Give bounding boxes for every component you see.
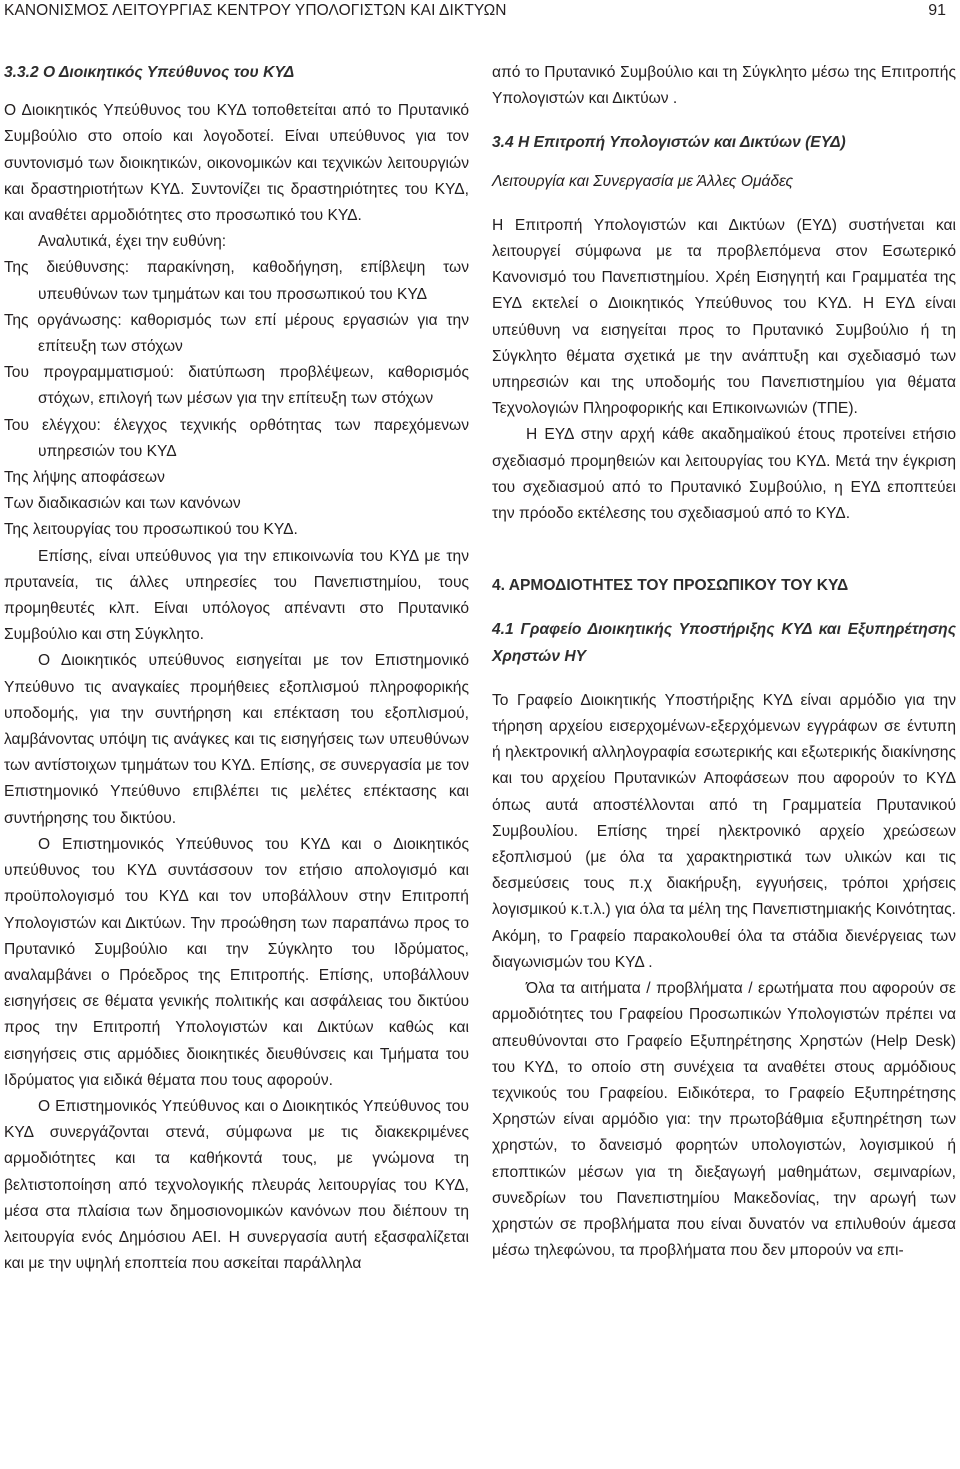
paragraph: Η Επιτροπή Υπολογιστών και Δικτύων (ΕΥΔ) συστήνεται και λειτουργεί σύμφωνα με τα προβλεπόμενα στον Εσωτερικό Κανονισμό του Πανεπιστημίου. Χρέη Εισηγητή και Γραμματέα της ΕΥΔ εκτελεί ο Διοικητικός Υπεύθυνος του ΚΥΔ. Η ΕΥΔ είναι υπεύθυνη να εισηγείται προς το Πρυτανικό Συμβούλιο ή τη Σύγκλητο θέματα σχετικά με την ανάπτυξη και σχεδιασμό των υπηρεσιών και της υποδομής του Πανεπιστημίου για θέματα Τεχνολογιών Πληροφορικής και Επικοινωνιών (ΤΠΕ). [492,216,956,418]
paragraph: Ο Επιστημονικός Υπεύθυνος του ΚΥΔ και ο Διοικητικός υπεύθυνος του ΚΥΔ συντάσσουν τον ετήσιο απολογισμό και προϋπολογισμό του ΚΥΔ και τον υποβάλλουν στην Επιτροπή Υπολογιστών και Δικτύων. Την προώθηση των παραπάνω προς το Πρυτανικό Συμβούλιο και την Σύγκλητο του Ιδρύματος, αναλαμβάνει ο Πρόεδρος της Επιτροπής. Επίσης, υποβάλλουν εισηγήσεις σε θέματα γενικής πολιτικής και ασφάλειας του δικτύου προς την Επιτροπή Υπολογιστών και Δικτύων καθώς και εισηγήσεις στις αρμόδιες διοικητικές διευθύνσεις και Τμήματα του Ιδρύματος για ειδικά θέματα που τους αφορούν. [4,835,469,1089]
page-number: 91 [928,2,946,19]
duties-list [4,255,469,543]
section-heading-4: 4. ΑΡΜΟΔΙΟΤΗΤΕΣ ΤΟΥ ΠΡΟΣΩΠΙΚΟΥ ΤΟΥ ΚΥΔ [492,577,849,595]
left-column [4,60,469,1277]
section-heading-3-3-2: 3.3.2 Ο Διοικητικός Υπεύθυνος του ΚΥΔ [4,64,295,81]
paragraph: Αναλυτικά, έχει την ευθύνη: [38,233,227,251]
subsection-heading: Λειτουργία και Συνεργασία με Άλλες Ομάδες [492,172,794,190]
paragraph: Το Γραφείο Διοικητικής Υποστήριξης ΚΥΔ είναι αρμόδιο για την τήρηση αρχείου εισερχομένων-εξερχόμενων εγγράφων σε έντυπη ή ηλεκτρονική αλληλογραφία εσωτερικής και εξωτερικής διακίνησης και του αρχείου Πρυτανικών Αποφάσεων που αφορούν το ΚΥΔ όπως αυτά αποστέλλονται από τη Γραμματεία Πρυτανικού Συμβουλίου. Επίσης τηρεί ηλεκτρονικό αρχείο χρεώσεων εξοπλισμού (με όλα τα χαρακτηριστικά των υλικών και τις δεσμεύσεις τους π.χ διακήρυξη, εγγυήσεις, τρόποι χρήσεις λογισμικού κ.τ.λ.) για όλα τα μέλη της Πανεπιστημιακής Κοινότητας. Ακόμη, το Γραφείο παρακολουθεί όλα τα στάδια διενέργειας των διαγωνισμών του ΚΥΔ . [492,691,956,971]
duty-item: Του προγραμματισμού: διατύπωση προβλέψεων, καθορισμός στόχων, επιλογή των μέσων για την επίτευξη των στόχων [4,364,469,408]
duty-item: Της οργάνωσης: καθορισμός των επί μέρους εργασιών για την επίτευξη των στόχων [4,311,469,356]
paragraph: Ο Διοικητικός υπεύθυνος εισηγείται με τον Επιστημονικό Υπεύθυνο τις αναγκαίες προμήθειες εξοπλισμού πληροφορικής υποδομής, για την συντήρηση και επέκταση του εξοπλισμού, λαμβάνοντας υπόψη τις ανάγκες και τις εισηγήσεις των υπευθύνων των αντίστοιχων τμημάτων του ΚΥΔ. Επίσης, σε συνεργασία με τον Επιστημονικό Υπεύθυνο επιβλέπει τις μελέτες επέκτασης και συντήρησης του δικτύου. [4,652,469,827]
paragraph: Ο Επιστημονικός Υπεύθυνος και ο Διοικητικός Υπεύθυνος του ΚΥΔ συνεργάζονται στενά, σύμφωνα με τις διακεκριμένες αρμοδιότητες και τα καθήκοντά τους, με γνώμονα τη βελτιστοποίηση από τεχνολογικής πλευράς λειτουργίας του ΚΥΔ, μέσα στα πλαίσια των δημοσιονομικών κανόνων που διέπουν τη λειτουργία ενός Δημόσιου ΑΕΙ. Η συνεργασία αυτή εξασφαλίζεται και με την υψηλή εποπτεία που ασκείται παράλληλα [4,1097,469,1273]
right-column [492,60,956,1264]
duty-item: Της λειτουργίας του προσωπικού του ΚΥΔ. [4,521,298,539]
duty-item: Της διεύθυνσης: παρακίνηση, καθοδήγηση, επίβλεψη των υπευθύνων των τμημάτων και του προσωπικού του ΚΥΔ [4,259,469,303]
duty-item: Των διαδικασιών και των κανόνων [4,495,241,513]
section-heading-4-1: 4.1 Γραφείο Διοικητικής Υποστήριξης ΚΥΔ και Εξυπηρέτησης Χρηστών ΗΥ [492,621,956,665]
duty-item: Της λήψης αποφάσεων [4,469,165,487]
paragraph: Επίσης, είναι υπεύθυνος για την επικοινωνία του ΚΥΔ με την πρυτανεία, τις άλλες υπηρεσίες του Πανεπιστημίου, τους προμηθευτές κλπ. Είναι υπόλογος απέναντι στο Πρυτανικό Συμβούλιο και στη Σύγκλητο. [4,547,469,644]
running-header-title: ΚΑΝΟΝΙΣΜΟΣ ΛΕΙΤΟΥΡΓΙΑΣ ΚΕΝΤΡΟΥ ΥΠΟΛΟΓΙΣΤΩΝ ΚΑΙ ΔΙΚΤΥΩΝ [4,2,507,19]
section-heading-3-4: 3.4 Η Επιτροπή Υπολογιστών και Δικτύων (ΕΥΔ) [492,134,846,152]
paragraph: Ο Διοικητικός Υπεύθυνος του ΚΥΔ τοποθετείται από το Πρυτανικό Συμβούλιο στο οποίο και λογοδοτεί. Είναι υπεύθυνος για τον συντονισμό των διοικητικών, οικονομικών και τεχνικών λειτουργιών και δραστηριοτήτων ΚΥΔ. Συντονίζει τις δραστηριότητες του ΚΥΔ, και αναθέτει αρμοδιότητες στο προσωπικό του ΚΥΔ. [4,102,469,225]
paragraph: από το Πρυτανικό Συμβούλιο και τη Σύγκλητο μέσω της Επιτροπής Υπολογιστών και Δικτύων . [492,64,956,108]
paragraph: Η ΕΥΔ στην αρχή κάθε ακαδημαϊκού έτους προτείνει ετήσιο σχεδιασμό προμηθειών και λειτουργίας του ΚΥΔ. Μετά την έγκριση του σχεδιασμού από το Πρυτανικό Συμβούλιο, η ΕΥΔ εποπτεύει την πρόοδο εκτέλεσης του σχεδιασμού από το ΚΥΔ. [492,426,956,523]
paragraph: Όλα τα αιτήματα / προβλήματα / ερωτήματα που αφορούν σε αρμοδιότητες του Γραφείου Προσωπικών Υπολογιστών πρέπει να απευθύνονται στο Γραφείο Εξυπηρέτησης Χρηστών (Help Desk) του ΚΥΔ, το οποίο στη συνέχεια τα αναθέτει στους αρμόδιους τεχνικούς του Γραφείου. Ειδικότερα, το Γραφείο Εξυπηρέτησης Χρηστών είναι αρμόδιο για: την πρωτοβάθμια εξυπηρέτηση των χρηστών, το δανεισμό φορητών υπολογιστών, λογισμικού ή εποπτικών μέσων για τη διεξαγωγή μαθημάτων, σεμιναρίων, συνεδρίων του Πανεπιστημίου Μακεδονίας, την αρωγή των χρηστών σε προβλήματα που είναι δυνατόν να επιλυθούν άμεσα μέσω τηλεφώνου, τα προβλήματα που δεν μπορούν να επι- [492,980,956,1260]
duty-item: Του ελέγχου: έλεγχος τεχνικής ορθότητας των παρεχόμενων υπηρεσιών του ΚΥΔ [4,416,469,460]
